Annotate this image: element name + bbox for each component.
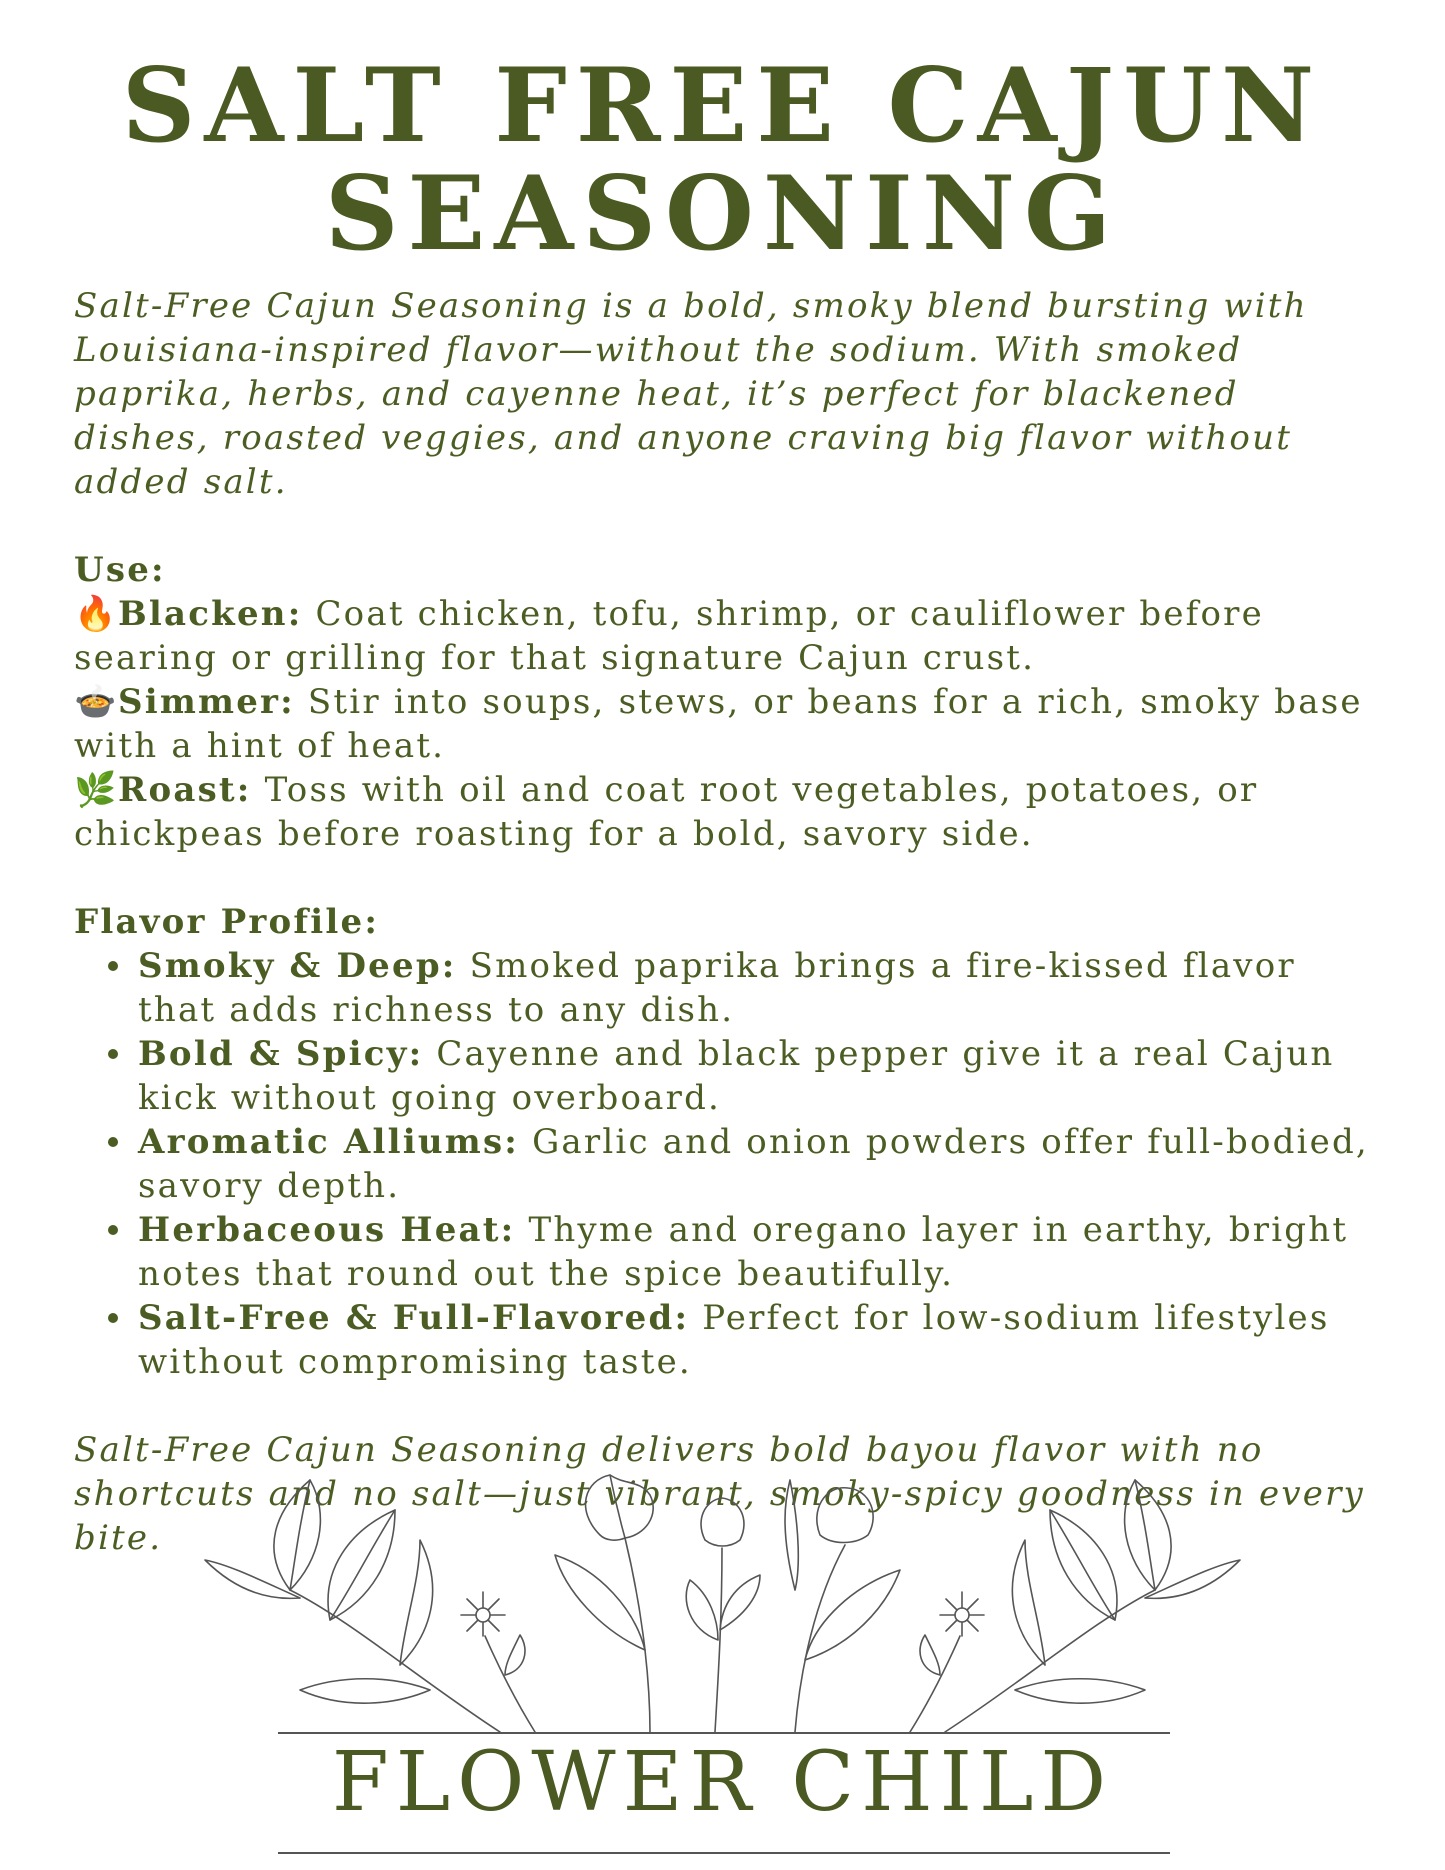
herb-icon: 🌿: [74, 770, 119, 810]
daisy-right: [910, 1592, 984, 1732]
stew-pot-icon: 🍲: [74, 682, 119, 722]
flavor-item-text: Thyme and oregano layer in earthy, bright notes that round out the spice beautifully.: [138, 1210, 1349, 1294]
list-item: [138, 1032, 1374, 1120]
flavor-item-text: Smoked paprika brings a fire-kissed flavor that adds richness to any dish.: [138, 946, 1296, 1030]
use-item-text: Toss with oil and coat root vegetables, potatoes, or chickpeas before roasting for a bold, savory side.: [74, 770, 1259, 854]
flavor-item-text: Cayenne and black pepper give it a real Cajun kick without going overboard.: [138, 1034, 1335, 1118]
flavor-profile-heading: Flavor Profile:: [74, 902, 380, 942]
right-leaf-branch: [945, 1480, 1240, 1732]
flavor-item-label: Aromatic Alliums:: [138, 1122, 520, 1162]
bottom-divider: [278, 1852, 1170, 1854]
daisy-left: [461, 1592, 535, 1732]
fire-icon: 🔥: [74, 594, 119, 634]
use-item-roast: [74, 768, 1374, 856]
use-item-simmer: [74, 680, 1374, 768]
recipe-content: [74, 284, 1374, 1560]
top-divider: [278, 1732, 1170, 1734]
use-heading: Use:: [74, 550, 166, 590]
brand-logo: FLOWER CHILD: [331, 1735, 1114, 1830]
use-item-text: Coat chicken, tofu, shrimp, or cauliflower before searing or grilling for that signature Cajun crust.: [74, 594, 1264, 678]
tulip-left: [555, 1475, 653, 1732]
flavor-item-text: Perfect for low-sodium lifestyles without compromising taste.: [138, 1298, 1330, 1382]
list-item: [138, 1120, 1374, 1208]
use-item-blacken: [74, 592, 1374, 680]
flavor-item-label: Salt-Free & Full-Flavored:: [138, 1298, 690, 1338]
use-item-label: Simmer:: [118, 682, 295, 722]
closing-paragraph: Salt-Free Cajun Seasoning delivers bold bayou flavor with no shortcuts and no salt—just vibrant, smoky-spicy goodness in every bite.: [74, 1430, 1365, 1558]
list-item: [138, 944, 1374, 1032]
tulip-right: [785, 1480, 900, 1732]
flavor-item-label: Smoky & Deep:: [138, 946, 457, 986]
use-item-label: Blacken:: [118, 594, 303, 634]
flavor-item-label: Herbaceous Heat:: [138, 1210, 516, 1250]
use-item-label: Roast:: [118, 770, 252, 810]
flavor-item-label: Bold & Spicy:: [138, 1034, 424, 1074]
intro-paragraph: Salt-Free Cajun Seasoning is a bold, smoky blend bursting with Louisiana-inspired flavor—without the sodium. With smoked paprika, herbs, and cayenne heat, it’s perfect for blackened dishes, roasted veggies, and anyone craving big flavor without added salt.: [74, 286, 1308, 502]
page-title: [0, 46, 1445, 274]
list-item: [138, 1208, 1374, 1296]
left-leaf-branch: [205, 1480, 500, 1732]
use-item-text: Stir into soups, stews, or beans for a rich, smoky base with a hint of heat.: [74, 682, 1363, 766]
flavor-profile-list: [74, 944, 1374, 1384]
tulip-center: [686, 1498, 760, 1732]
list-item: [138, 1296, 1374, 1384]
title-line-2: SEASONING: [324, 154, 1121, 274]
flavor-item-text: Garlic and onion powders offer full-bodied, savory depth.: [138, 1122, 1369, 1206]
title-line-1: SALT FREE CAJUN: [121, 46, 1324, 166]
floral-illustration: [0, 1470, 1445, 1740]
